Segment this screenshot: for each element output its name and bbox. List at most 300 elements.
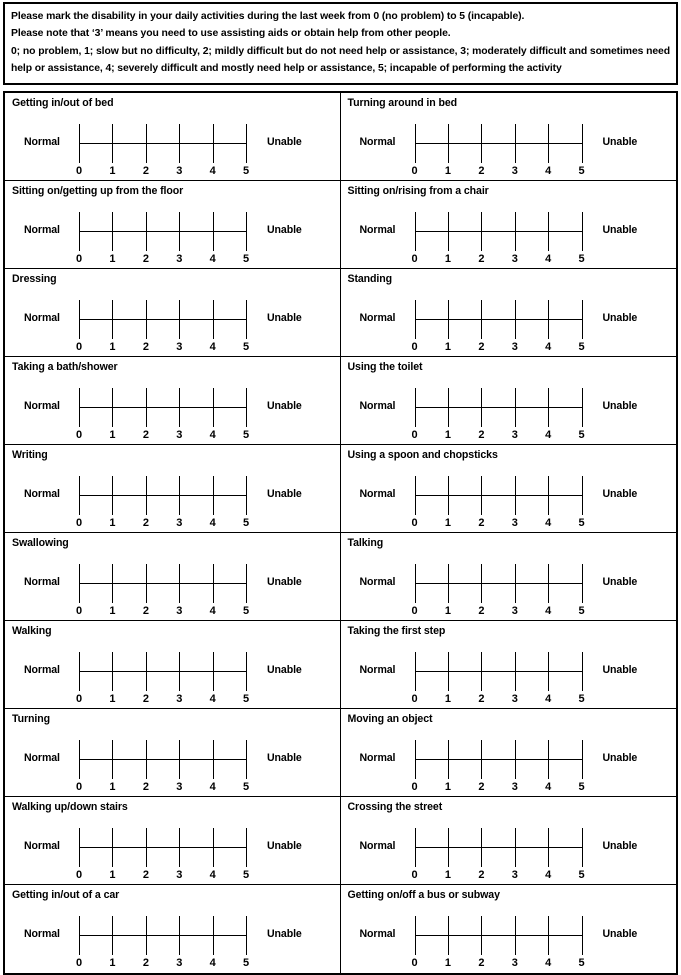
scale-tick-label[interactable]: 4 <box>209 956 216 969</box>
scale-tick[interactable] <box>79 740 80 779</box>
scale-tick-label[interactable]: 4 <box>545 868 552 881</box>
scale-tick-label[interactable]: 2 <box>478 164 485 177</box>
scale-tick-label[interactable]: 2 <box>142 868 149 881</box>
scale-tick[interactable] <box>481 300 482 339</box>
activity-cell <box>5 533 341 621</box>
scale-tick-label[interactable]: 2 <box>142 956 149 969</box>
scale-tick-label[interactable]: 1 <box>109 516 116 529</box>
scale-tick-label[interactable]: 3 <box>176 956 183 969</box>
activity-label: Sitting on/rising from a chair <box>347 184 489 197</box>
scale-tick-label[interactable]: 0 <box>76 868 82 881</box>
scale-tick-label[interactable]: 3 <box>176 604 183 617</box>
scale-tick[interactable] <box>179 212 180 251</box>
scale-anchor-unable: Unable <box>267 311 302 324</box>
scale-tick[interactable] <box>146 124 147 163</box>
activity-label: Crossing the street <box>347 800 443 813</box>
scale-axis-line <box>415 231 582 232</box>
scale-tick-label[interactable]: 1 <box>444 252 451 265</box>
scale-tick[interactable] <box>481 124 482 163</box>
scale-tick-label[interactable]: 0 <box>411 516 418 529</box>
scale-axis-line <box>79 143 246 144</box>
scale-tick-label[interactable]: 5 <box>578 956 585 969</box>
scale-tick[interactable] <box>481 828 482 867</box>
rating-scale[interactable] <box>341 467 677 529</box>
scale-tick[interactable] <box>448 916 449 955</box>
scale-tick-label[interactable]: 3 <box>176 868 183 881</box>
scale-axis-line <box>415 847 582 848</box>
scale-tick-label[interactable]: 2 <box>478 516 485 529</box>
rating-scale[interactable] <box>341 379 677 441</box>
scale-tick[interactable] <box>415 388 416 427</box>
scale-tick[interactable] <box>415 212 416 251</box>
scale-tick[interactable] <box>179 564 180 603</box>
scale-tick[interactable] <box>515 652 516 691</box>
scale-tick-label[interactable]: 5 <box>243 340 249 353</box>
rating-scale[interactable] <box>5 643 340 705</box>
scale-tick-label[interactable]: 5 <box>578 692 585 705</box>
scale-tick[interactable] <box>481 916 482 955</box>
scale-tick[interactable] <box>548 828 549 867</box>
scale-tick-label[interactable]: 5 <box>578 868 585 881</box>
scale-tick[interactable] <box>112 916 113 955</box>
scale-anchor-normal: Normal <box>359 927 396 940</box>
scale-tick-label[interactable]: 3 <box>176 428 183 441</box>
scale-tick-label[interactable]: 3 <box>511 340 518 353</box>
scale-tick[interactable] <box>146 300 147 339</box>
scale-tick[interactable] <box>481 740 482 779</box>
activity-label: Turning <box>12 712 50 725</box>
scale-tick-label[interactable]: 0 <box>411 868 418 881</box>
scale-tick[interactable] <box>548 124 549 163</box>
scale-tick-label[interactable]: 4 <box>209 340 216 353</box>
scale-tick[interactable] <box>213 740 214 779</box>
rating-scale[interactable] <box>5 203 340 265</box>
scale-tick[interactable] <box>548 476 549 515</box>
scale-tick-label[interactable]: 5 <box>243 780 249 793</box>
scale-tick-label[interactable]: 0 <box>411 780 418 793</box>
scale-tick-label[interactable]: 2 <box>478 252 485 265</box>
scale-tick-label[interactable]: 4 <box>209 516 216 529</box>
scale-tick-label[interactable]: 4 <box>545 340 552 353</box>
scale-tick-label[interactable]: 1 <box>444 164 451 177</box>
scale-tick-label[interactable]: 5 <box>578 780 585 793</box>
scale-tick[interactable] <box>548 212 549 251</box>
scale-tick-label[interactable]: 5 <box>243 604 249 617</box>
scale-tick[interactable] <box>246 652 247 691</box>
scale-tick[interactable] <box>79 916 80 955</box>
scale-tick-label[interactable]: 0 <box>76 340 82 353</box>
scale-tick[interactable] <box>415 916 416 955</box>
scale-tick[interactable] <box>515 124 516 163</box>
scale-tick-label[interactable]: 1 <box>444 692 451 705</box>
scale-tick-label[interactable]: 0 <box>411 604 418 617</box>
scale-tick-label[interactable]: 2 <box>142 252 149 265</box>
scale-tick[interactable] <box>515 828 516 867</box>
rating-scale[interactable] <box>341 203 677 265</box>
scale-tick[interactable] <box>213 476 214 515</box>
scale-tick[interactable] <box>415 828 416 867</box>
scale-tick[interactable] <box>448 300 449 339</box>
rating-scale[interactable] <box>341 731 677 793</box>
scale-tick[interactable] <box>515 564 516 603</box>
scale-tick-label[interactable]: 3 <box>511 516 518 529</box>
activity-cell <box>341 533 677 621</box>
scale-tick[interactable] <box>548 564 549 603</box>
scale-tick[interactable] <box>213 124 214 163</box>
scale-tick-label[interactable]: 5 <box>578 516 585 529</box>
rating-scale[interactable] <box>5 555 340 617</box>
scale-tick[interactable] <box>246 476 247 515</box>
scale-tick[interactable] <box>146 564 147 603</box>
scale-tick-label[interactable]: 4 <box>209 428 216 441</box>
scale-tick[interactable] <box>79 828 80 867</box>
scale-tick[interactable] <box>179 388 180 427</box>
scale-tick[interactable] <box>213 388 214 427</box>
scale-tick-label[interactable]: 4 <box>545 516 552 529</box>
scale-tick-label[interactable]: 1 <box>444 604 451 617</box>
scale-anchor-normal: Normal <box>359 575 396 588</box>
scale-tick[interactable] <box>582 300 583 339</box>
scale-tick-label[interactable]: 3 <box>176 252 183 265</box>
scale-tick[interactable] <box>79 300 80 339</box>
scale-tick[interactable] <box>582 388 583 427</box>
scale-tick-label[interactable]: 1 <box>444 956 451 969</box>
scale-tick[interactable] <box>112 740 113 779</box>
scale-tick-label[interactable]: 3 <box>511 780 518 793</box>
scale-tick[interactable] <box>582 740 583 779</box>
scale-anchor-unable: Unable <box>267 487 302 500</box>
rating-scale[interactable] <box>5 115 340 177</box>
scale-tick-label[interactable]: 2 <box>478 340 485 353</box>
scale-tick[interactable] <box>112 212 113 251</box>
scale-tick[interactable] <box>548 652 549 691</box>
scale-tick-label[interactable]: 1 <box>109 340 116 353</box>
scale-tick-label[interactable]: 4 <box>209 692 216 705</box>
scale-axis-line <box>415 671 582 672</box>
scale-tick-label[interactable]: 0 <box>76 516 82 529</box>
scale-tick-label[interactable]: 0 <box>411 252 418 265</box>
scale-tick-label[interactable]: 3 <box>511 692 518 705</box>
scale-tick[interactable] <box>448 740 449 779</box>
scale-tick[interactable] <box>448 652 449 691</box>
scale-tick[interactable] <box>582 652 583 691</box>
scale-tick-label[interactable]: 5 <box>578 252 585 265</box>
scale-tick-label[interactable]: 1 <box>444 516 451 529</box>
scale-tick[interactable] <box>213 300 214 339</box>
scale-tick[interactable] <box>112 652 113 691</box>
scale-tick[interactable] <box>79 476 80 515</box>
scale-tick-label[interactable]: 1 <box>109 780 116 793</box>
scale-tick[interactable] <box>146 476 147 515</box>
scale-tick[interactable] <box>515 916 516 955</box>
scale-tick[interactable] <box>246 124 247 163</box>
scale-tick-label[interactable]: 0 <box>411 428 418 441</box>
scale-tick[interactable] <box>213 828 214 867</box>
scale-tick-label[interactable]: 2 <box>478 956 485 969</box>
scale-tick-label[interactable]: 1 <box>109 252 116 265</box>
activity-cell <box>5 885 341 973</box>
scale-anchor-unable: Unable <box>267 135 302 148</box>
scale-tick-label[interactable]: 0 <box>76 956 82 969</box>
scale-tick-label[interactable]: 0 <box>76 604 82 617</box>
scale-tick[interactable] <box>146 740 147 779</box>
scale-tick[interactable] <box>79 124 80 163</box>
scale-tick[interactable] <box>415 652 416 691</box>
rating-scale[interactable] <box>341 819 677 881</box>
scale-tick[interactable] <box>448 388 449 427</box>
scale-tick-label[interactable]: 1 <box>109 692 116 705</box>
scale-tick-label[interactable]: 5 <box>243 692 249 705</box>
scale-tick[interactable] <box>213 564 214 603</box>
scale-tick[interactable] <box>179 740 180 779</box>
scale-tick-label[interactable]: 2 <box>478 868 485 881</box>
scale-tick-label[interactable]: 3 <box>511 252 518 265</box>
scale-axis-line <box>79 759 246 760</box>
scale-tick[interactable] <box>548 740 549 779</box>
scale-tick[interactable] <box>246 212 247 251</box>
activity-cell <box>5 709 341 797</box>
scale-tick[interactable] <box>246 740 247 779</box>
rating-scale[interactable] <box>341 643 677 705</box>
scale-tick[interactable] <box>448 828 449 867</box>
scale-tick-label[interactable]: 0 <box>76 428 82 441</box>
scale-tick[interactable] <box>582 124 583 163</box>
scale-tick-label[interactable]: 5 <box>243 868 249 881</box>
scale-tick[interactable] <box>415 300 416 339</box>
scale-tick-label[interactable]: 2 <box>142 692 149 705</box>
scale-tick[interactable] <box>415 476 416 515</box>
scale-tick[interactable] <box>112 300 113 339</box>
scale-tick[interactable] <box>448 212 449 251</box>
scale-tick-label[interactable]: 3 <box>511 868 518 881</box>
scale-tick-label[interactable]: 3 <box>176 164 183 177</box>
scale-tick-label[interactable]: 4 <box>545 164 552 177</box>
scale-tick-label[interactable]: 3 <box>176 780 183 793</box>
rating-scale[interactable] <box>5 379 340 441</box>
scale-tick-label[interactable]: 4 <box>209 604 216 617</box>
scale-tick-label[interactable]: 3 <box>511 604 518 617</box>
scale-tick[interactable] <box>246 300 247 339</box>
scale-tick-label[interactable]: 3 <box>176 340 183 353</box>
scale-tick-label[interactable]: 4 <box>545 428 552 441</box>
scale-tick[interactable] <box>582 476 583 515</box>
activity-label: Turning around in bed <box>347 96 458 109</box>
scale-tick-label[interactable]: 1 <box>109 868 116 881</box>
activity-label: Using a spoon and chopsticks <box>347 448 498 461</box>
scale-tick-label[interactable]: 2 <box>142 340 149 353</box>
scale-tick[interactable] <box>179 476 180 515</box>
scale-tick-label[interactable]: 5 <box>243 516 249 529</box>
scale-tick-label[interactable]: 2 <box>142 164 149 177</box>
scale-anchor-normal: Normal <box>24 663 60 676</box>
scale-tick-label[interactable]: 1 <box>109 164 116 177</box>
scale-tick-label[interactable]: 0 <box>411 340 418 353</box>
scale-tick[interactable] <box>448 476 449 515</box>
scale-tick[interactable] <box>112 564 113 603</box>
scale-tick-label[interactable]: 4 <box>545 956 552 969</box>
scale-tick[interactable] <box>515 300 516 339</box>
scale-axis-line <box>79 495 246 496</box>
rating-scale[interactable] <box>5 291 340 353</box>
scale-tick[interactable] <box>515 476 516 515</box>
scale-axis-line <box>79 847 246 848</box>
scale-tick-label[interactable]: 5 <box>578 164 585 177</box>
scale-tick[interactable] <box>246 916 247 955</box>
scale-tick-label[interactable]: 2 <box>478 692 485 705</box>
scale-tick[interactable] <box>179 916 180 955</box>
activity-cell <box>5 93 341 181</box>
scale-tick[interactable] <box>415 564 416 603</box>
scale-tick[interactable] <box>582 828 583 867</box>
scale-tick[interactable] <box>481 212 482 251</box>
scale-tick-label[interactable]: 0 <box>76 780 82 793</box>
scale-tick-label[interactable]: 1 <box>109 604 116 617</box>
scale-tick-label[interactable]: 2 <box>142 428 149 441</box>
scale-tick[interactable] <box>213 212 214 251</box>
scale-tick[interactable] <box>146 652 147 691</box>
scale-tick[interactable] <box>79 388 80 427</box>
scale-tick-label[interactable]: 1 <box>444 780 451 793</box>
scale-tick[interactable] <box>481 388 482 427</box>
scale-tick-label[interactable]: 2 <box>478 604 485 617</box>
scale-tick[interactable] <box>179 300 180 339</box>
scale-anchor-unable: Unable <box>602 575 638 588</box>
scale-anchor-unable: Unable <box>602 135 638 148</box>
scale-tick[interactable] <box>213 652 214 691</box>
scale-tick[interactable] <box>179 124 180 163</box>
scale-tick-label[interactable]: 2 <box>142 780 149 793</box>
scale-tick[interactable] <box>582 564 583 603</box>
scale-tick[interactable] <box>146 388 147 427</box>
scale-tick-label[interactable]: 2 <box>142 516 149 529</box>
scale-tick-label[interactable]: 4 <box>545 604 552 617</box>
scale-tick-label[interactable]: 1 <box>444 868 451 881</box>
scale-tick[interactable] <box>515 388 516 427</box>
rating-scale[interactable] <box>5 731 340 793</box>
scale-tick-label[interactable]: 0 <box>411 692 418 705</box>
scale-tick-label[interactable]: 1 <box>444 428 451 441</box>
activity-label: Dressing <box>12 272 57 285</box>
scale-tick[interactable] <box>79 212 80 251</box>
scale-tick-label[interactable]: 5 <box>578 428 585 441</box>
scale-axis-line <box>415 935 582 936</box>
scale-tick-label[interactable]: 4 <box>209 868 216 881</box>
rating-scale[interactable] <box>341 291 677 353</box>
scale-tick-label[interactable]: 4 <box>209 252 216 265</box>
activity-cell <box>341 93 677 181</box>
instruction-line-2: Please note that ‘3’ means you need to use assisting aids or obtain help from other people. <box>11 28 451 40</box>
scale-tick-label[interactable]: 1 <box>444 340 451 353</box>
scale-tick[interactable] <box>246 564 247 603</box>
rating-scale[interactable] <box>341 115 677 177</box>
scale-tick-label[interactable]: 4 <box>209 164 216 177</box>
scale-axis-line <box>415 319 582 320</box>
scale-tick[interactable] <box>481 652 482 691</box>
scale-tick[interactable] <box>112 388 113 427</box>
scale-tick[interactable] <box>515 212 516 251</box>
scale-tick[interactable] <box>448 124 449 163</box>
scale-tick[interactable] <box>481 476 482 515</box>
scale-tick-label[interactable]: 3 <box>176 692 183 705</box>
scale-tick[interactable] <box>112 476 113 515</box>
scale-anchor-normal: Normal <box>359 223 396 236</box>
scale-tick-label[interactable]: 3 <box>176 516 183 529</box>
scale-tick[interactable] <box>146 916 147 955</box>
scale-anchor-unable: Unable <box>602 663 638 676</box>
scale-tick[interactable] <box>246 388 247 427</box>
scale-tick-label[interactable]: 1 <box>109 956 116 969</box>
scale-tick[interactable] <box>548 388 549 427</box>
scale-tick[interactable] <box>548 300 549 339</box>
scale-tick[interactable] <box>146 828 147 867</box>
scale-tick[interactable] <box>481 564 482 603</box>
scale-tick[interactable] <box>582 212 583 251</box>
rating-scale[interactable] <box>5 819 340 881</box>
scale-tick[interactable] <box>112 828 113 867</box>
activity-label: Taking the first step <box>347 624 446 637</box>
scale-tick-label[interactable]: 2 <box>478 428 485 441</box>
rating-scale[interactable] <box>5 907 340 969</box>
activity-cell <box>341 269 677 357</box>
scale-tick-label[interactable]: 5 <box>243 956 249 969</box>
scale-anchor-unable: Unable <box>602 311 638 324</box>
scale-tick[interactable] <box>179 652 180 691</box>
rating-scale[interactable] <box>341 555 677 617</box>
scale-anchor-unable: Unable <box>267 223 302 236</box>
scale-tick[interactable] <box>548 916 549 955</box>
scale-tick[interactable] <box>79 652 80 691</box>
scale-tick-label[interactable]: 0 <box>76 164 82 177</box>
scale-tick-label[interactable]: 0 <box>76 692 82 705</box>
scale-tick-label[interactable]: 5 <box>243 252 249 265</box>
scale-tick-label[interactable]: 2 <box>478 780 485 793</box>
activity-cell <box>341 181 677 269</box>
scale-anchor-normal: Normal <box>24 839 60 852</box>
instructions-box <box>3 2 678 85</box>
scale-tick[interactable] <box>448 564 449 603</box>
scale-tick-label[interactable]: 5 <box>243 164 249 177</box>
scale-tick[interactable] <box>582 916 583 955</box>
scale-tick-label[interactable]: 4 <box>545 252 552 265</box>
scale-tick[interactable] <box>213 916 214 955</box>
scale-tick[interactable] <box>79 564 80 603</box>
rating-scale[interactable] <box>5 467 340 529</box>
rating-scale[interactable] <box>341 907 677 969</box>
scale-tick-label[interactable]: 3 <box>511 956 518 969</box>
activity-label: Walking up/down stairs <box>12 800 128 813</box>
scale-tick-label[interactable]: 0 <box>411 164 418 177</box>
scale-tick[interactable] <box>415 740 416 779</box>
scale-tick[interactable] <box>112 124 113 163</box>
scale-tick-label[interactable]: 0 <box>411 956 418 969</box>
scale-tick-label[interactable]: 1 <box>109 428 116 441</box>
scale-tick[interactable] <box>415 124 416 163</box>
scale-tick[interactable] <box>179 828 180 867</box>
scale-tick-label[interactable]: 3 <box>511 164 518 177</box>
scale-tick[interactable] <box>515 740 516 779</box>
scale-tick-label[interactable]: 0 <box>76 252 82 265</box>
scale-tick-label[interactable]: 5 <box>578 340 585 353</box>
scale-tick-label[interactable]: 4 <box>545 780 552 793</box>
scale-tick[interactable] <box>146 212 147 251</box>
scale-tick[interactable] <box>246 828 247 867</box>
scale-tick-label[interactable]: 4 <box>209 780 216 793</box>
scale-tick-label[interactable]: 5 <box>578 604 585 617</box>
scale-tick-label[interactable]: 3 <box>511 428 518 441</box>
scale-tick-label[interactable]: 2 <box>142 604 149 617</box>
scale-tick-label[interactable]: 5 <box>243 428 249 441</box>
scale-tick-label[interactable]: 4 <box>545 692 552 705</box>
